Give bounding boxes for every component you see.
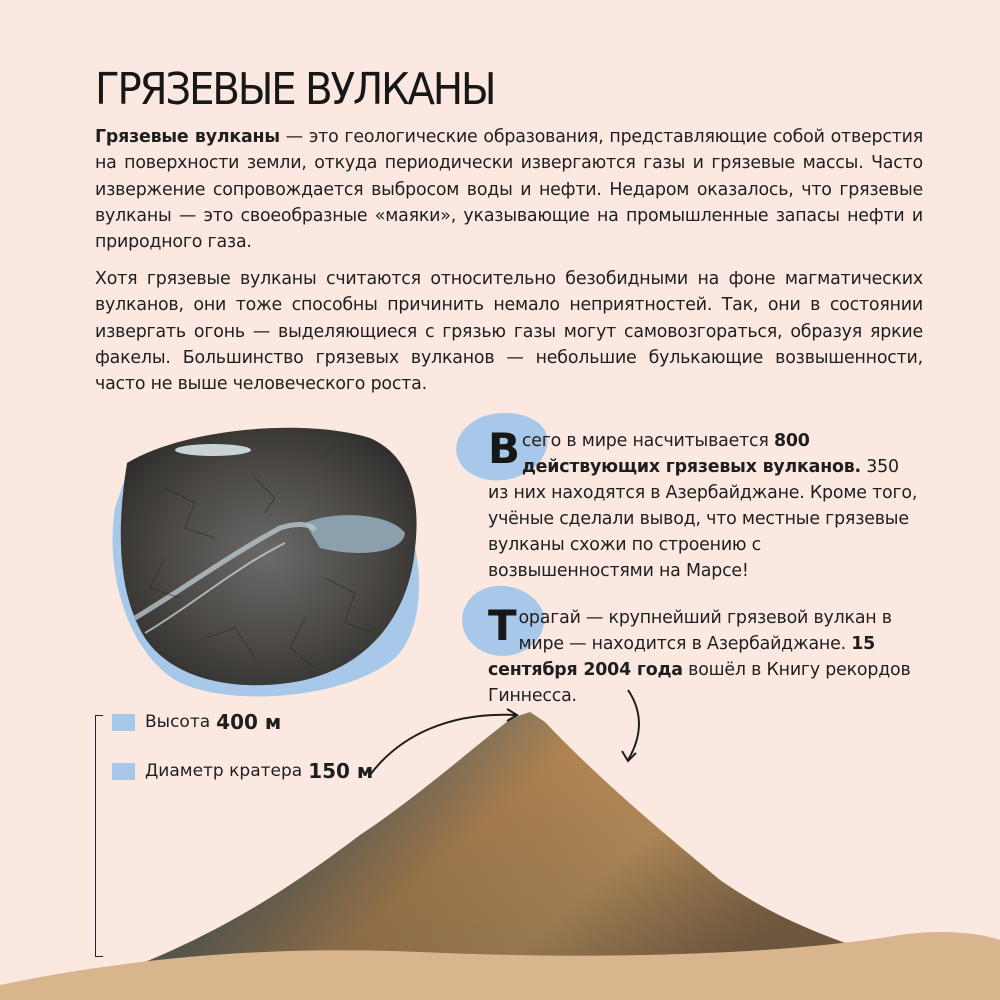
fact-bold: 800 действующих грязевых вулканов. [521, 431, 861, 477]
legend-diameter-label: Диаметр кратера [145, 761, 303, 781]
fact-toragay [488, 601, 922, 709]
legend-swatch [112, 763, 135, 780]
intro-paragraph [95, 124, 923, 255]
page-title: ГРЯЗЕВЫЕ ВУЛКАНЫ [95, 64, 495, 115]
legend-swatch [112, 714, 135, 731]
legend-height-label: Высота [145, 712, 211, 732]
second-paragraph: Хотя грязевые вулканы считаются относительно безобидными на фоне магматических вулканов, они тоже способны причинить немало неприятностей. Так, они в состоянии извергать огонь — выделяющиеся с грязью газы могут самовозгораться, образуя яркие факелы. Большинство грязевых вулканов — небольшие булькающие возвышенности, часто не выше человеческого роста. [95, 269, 923, 395]
fact-text: сего в мире насчитывается [521, 431, 774, 451]
dropcap: Т [488, 601, 517, 650]
fact-bold: 15 сентября 2004 года [488, 634, 876, 680]
legend-diameter [112, 759, 373, 783]
legend-height [112, 710, 281, 734]
fact-text: вошёл в Книгу рекордов Гиннесса. [488, 660, 911, 706]
mud-volcano-photo [105, 418, 425, 698]
dropcap: В [488, 424, 520, 473]
legend-height-value: 400 м [216, 710, 282, 734]
intro-text: — это геологические образования, представляющие собой отверстия на поверхности земли, откуда периодически извергаются газы и грязевые массы. Часто извержение сопровождается выбросом воды и нефти. Недаром оказалось, что грязевые вулканы — это своеобразные «маяки», указывающие на промышленные запасы нефти и природного газа. [95, 127, 923, 253]
fact-text: 350 из них находятся в Азербайджане. Кроме того, учёные сделали вывод, что местные грязевые вулканы схожи по строению с возвышенностями на Марсе! [488, 457, 918, 581]
intro-bold-term: Грязевые вулканы [95, 127, 280, 147]
height-scale-bracket [95, 715, 104, 957]
legend-diameter-value: 150 м [308, 759, 374, 783]
fact-count [488, 424, 924, 584]
fact-text: орагай — крупнейший грязевой вулкан в мире — находится в Азербайджане. [518, 608, 892, 654]
